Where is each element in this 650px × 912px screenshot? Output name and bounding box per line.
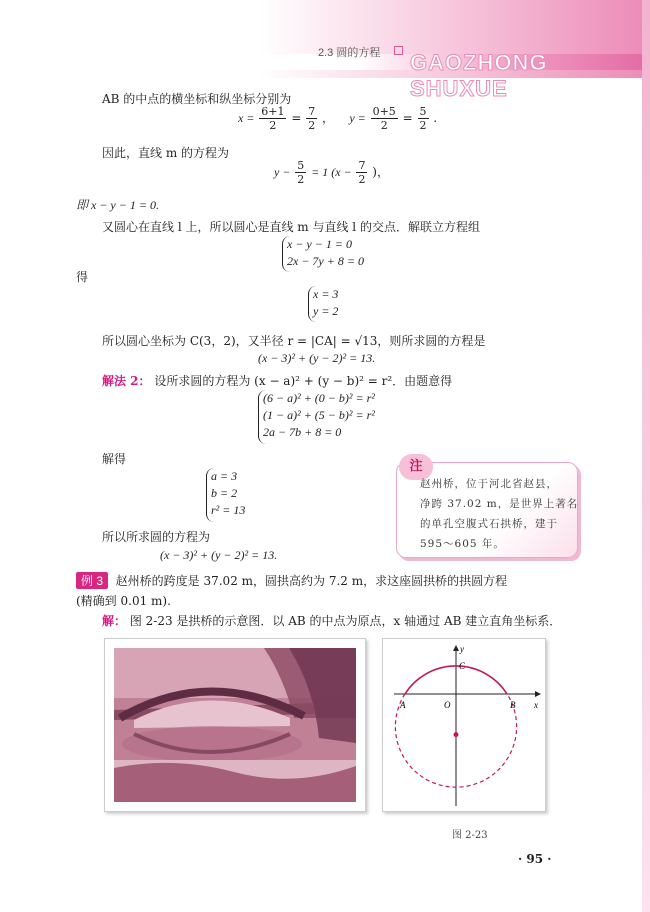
equation-system: x − y − 1 = 0 2x − 7y + 8 = 0 <box>282 236 364 272</box>
method-label: 解法 2： <box>102 374 151 388</box>
page-edge-decoration <box>642 0 650 912</box>
equation-system: (6 − a)² + (0 − b)² = r² (1 − a)² + (5 − b)² = r² 2a − 7b + 8 = 0 <box>258 390 375 444</box>
equation-system: a = 3 b = 2 r² = 13 <box>206 468 245 522</box>
page-number: · 95 · <box>518 852 552 866</box>
note-text: 赵州桥，位于河北省赵县， <box>420 478 558 490</box>
section-marker-icon <box>394 46 403 55</box>
text-line: 解得 <box>102 452 127 466</box>
x-axis-label: x <box>534 700 538 710</box>
formula-circle: (x − 3)² + (y − 2)² = 13. <box>160 548 278 562</box>
text-line: 得 <box>76 270 89 284</box>
text-line: 又圆心在直线 l 上，所以圆心是直线 m 与直线 l 的交点．解联立方程组 <box>102 220 480 234</box>
circle-center <box>454 732 459 737</box>
y-axis-label: y <box>460 644 464 654</box>
formula-circle: (x − 3)² + (y − 2)² = 13. <box>258 351 376 365</box>
section-title: 2.3 圆的方程 <box>318 47 381 59</box>
header-logo: GAOZHONG SHUXUE <box>410 50 548 101</box>
text-line: AB 的中点的横坐标和纵坐标分别为 <box>102 92 292 106</box>
origin-label: O <box>444 700 451 710</box>
example-3-line: 例 3 赵州桥的跨度是 37.02 m，圆拱高约为 7.2 m，求这座圆拱桥的拱圆方程 <box>76 572 507 589</box>
figure-caption: 图 2-23 <box>452 830 488 841</box>
method-2-line: 解法 2： 设所求圆的方程为 (x − a)² + (y − b)² = r²．由题意得 <box>102 374 453 388</box>
text-line: (精确到 0.01 m). <box>76 594 171 608</box>
solution-line: 解： 图 2-23 是拱桥的示意图．以 AB 的中点为原点，x 轴通过 AB 建立直角坐标系． <box>102 614 562 628</box>
point-b-label: B <box>510 700 516 710</box>
point-a-label: A <box>400 700 406 710</box>
bridge-photo <box>114 648 356 802</box>
note-text: 595～605 年。 <box>420 538 505 550</box>
note-badge: 注 <box>399 454 433 480</box>
text-line: 因此，直线 m 的方程为 <box>102 146 230 160</box>
formula-midpoint: x = $\frac{6+1}{2}$ = $\frac{7}{2}$ ， y = $\frac{0+5}{2}$ = $\frac{5}{2}$ . <box>238 105 438 132</box>
equation-system: x = 3 y = 2 <box>308 286 338 322</box>
formula-line-m: y − $\frac{5}{2}$ = 1 (x − $\frac{7}{2}$ )， <box>274 159 389 186</box>
circle-arch-diagram <box>382 638 546 812</box>
text-line: 所以所求圆的方程为 <box>102 530 211 544</box>
example-tag: 例 3 <box>76 572 108 589</box>
point-c-label: C <box>459 661 466 671</box>
bridge-illustration <box>114 648 356 802</box>
text-line: 所以圆心坐标为 C(3，2)，又半径 r = |CA| = √13，则所求圆的方程是 <box>102 334 486 348</box>
solution-label: 解： <box>102 614 127 628</box>
note-text: 的单孔空腹式石拱桥，建于 <box>420 518 558 530</box>
text-line: 即 x − y − 1 = 0. <box>76 198 159 212</box>
note-text: 净跨 37.02 m，是世界上著名 <box>420 498 579 510</box>
